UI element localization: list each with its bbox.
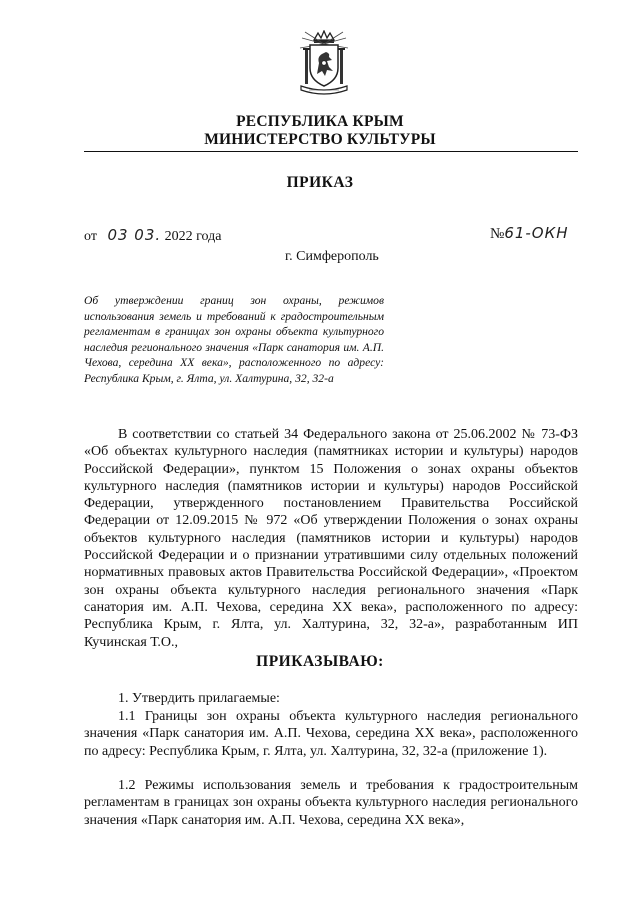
date-prefix: от bbox=[84, 229, 97, 244]
handwritten-number: 61-ОКН bbox=[504, 224, 569, 242]
issue-city: г. Симферополь bbox=[285, 249, 379, 264]
number-prefix: № bbox=[490, 226, 505, 242]
document-type-title: ПРИКАЗ bbox=[286, 174, 354, 191]
item-1: 1. Утвердить прилагаемые: bbox=[118, 691, 280, 706]
handwritten-date: 03 03. bbox=[107, 226, 162, 244]
republic-name: РЕСПУБЛИКА КРЫМ bbox=[236, 113, 404, 130]
order-date bbox=[84, 226, 221, 245]
item-1-1: 1.1 Границы зон охраны объекта культурного наследия регионального значения «Парк санатория им. А.П. Чехова, середина XX века», расположенного по адресу: Республика Крым, г. Ялта, ул. Халтурина, 32, 32-а (приложение 1). bbox=[84, 709, 578, 759]
date-suffix: 2022 года bbox=[164, 229, 222, 244]
item-1-2: 1.2 Режимы использования земель и требования к градостроительным регламентам в границах зон охраны объекта культурного наследия регионального значения «Парк санатория им. А.П. Чехова, середина XX века», bbox=[84, 778, 578, 828]
order-number bbox=[490, 224, 569, 243]
order-directive-heading: ПРИКАЗЫВАЮ: bbox=[256, 653, 384, 670]
crimea-coat-of-arms-emblem bbox=[297, 30, 351, 96]
ministry-name: МИНИСТЕРСТВО КУЛЬТУРЫ bbox=[204, 131, 436, 148]
preamble-paragraph: В соответствии со статьей 34 Федерального закона от 25.06.2002 № 73-ФЗ «Об объектах культурного наследия (памятниках истории и культуры) народов Российской Федерации», пунктом 15 Положения о зонах охраны объектов культурного наследия (памятников истории и культуры) народов Российской Федерации, утвержденного постановлением Правительства Российской Федерации от 12.09.2015 № 972 «Об утверждении Положения о зонах охраны объектов культурного наследия (памятников истории и культуры) народов Российской Федерации и о признании утратившими силу отдельных положений нормативных правовых актов Правительства Российской Федерации», «Проектом зон охраны объекта культурного наследия регионального значения «Парк санатория им. А.П. Чехова, середина XX века», расположенного по адресу: Республика Крым, г. Ялта, ул. Халтурина, 32, 32-а», разработанным ИП Кучинская Т.О., bbox=[84, 427, 578, 650]
order-subject: Об утверждении границ зон охраны, режимов использования земель и требований к градостроительным регламентам в границах зон охраны объекта культурного наследия регионального значения «Парк санатория им. А.П. Чехова, середина XX века», расположенного по адресу: Республика Крым, г. Ялта, ул. Халтурина, 32, 32-а bbox=[84, 294, 384, 385]
header-divider bbox=[84, 151, 578, 152]
